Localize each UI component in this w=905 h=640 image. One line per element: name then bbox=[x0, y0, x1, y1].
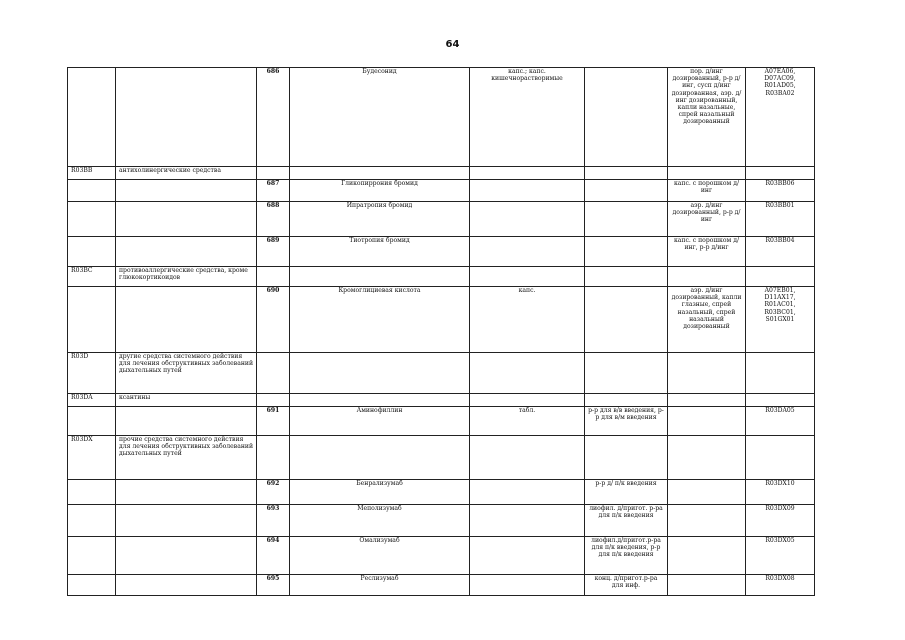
atc-class-description: ксантины bbox=[116, 394, 257, 407]
class-row bbox=[68, 394, 815, 407]
page-number: 64 bbox=[445, 39, 460, 50]
parenteral-forms bbox=[585, 287, 668, 353]
oral-forms bbox=[470, 237, 585, 267]
empty-cell bbox=[68, 407, 116, 436]
drug-row bbox=[68, 68, 815, 167]
empty-cell bbox=[116, 287, 257, 353]
parenteral-forms: лиофил.д/пригот.р-ра для п/к введения, р-р для п/к введения bbox=[585, 537, 668, 575]
parenteral-forms: лиофил. д/пригот. р-ра для п/к введения bbox=[585, 505, 668, 537]
empty-cell bbox=[290, 267, 470, 287]
oral-forms: капс. bbox=[470, 287, 585, 353]
parenteral-forms: р-р д/ п/к введения bbox=[585, 480, 668, 505]
empty-cell bbox=[470, 267, 585, 287]
empty-cell bbox=[116, 202, 257, 237]
atc-class-description: другие средства системного действия для лечения обструктивных заболеваний дыхательных путей bbox=[116, 353, 257, 394]
atc-codes: A07EA06, D07AC09, R01AD05, R03BA02 bbox=[746, 68, 815, 167]
parenteral-forms: р-р для в/в введения, р-р для в/м введения bbox=[585, 407, 668, 436]
empty-cell bbox=[668, 394, 746, 407]
drug-table bbox=[67, 67, 815, 596]
drug-row bbox=[68, 180, 815, 202]
atc-class-description: прочие средства системного действия для лечения обструктивных заболеваний дыхательных путей bbox=[116, 436, 257, 480]
inhalation-forms bbox=[668, 480, 746, 505]
drug-number: 686 bbox=[257, 68, 290, 167]
class-row bbox=[68, 436, 815, 480]
atc-class-code: R03BC bbox=[68, 267, 116, 287]
empty-cell bbox=[668, 436, 746, 480]
drug-number: 694 bbox=[257, 537, 290, 575]
drug-name: Тиотропия бромид bbox=[290, 237, 470, 267]
empty-cell bbox=[746, 436, 815, 480]
drug-number: 689 bbox=[257, 237, 290, 267]
oral-forms: капс.; капс. кишечнорастворимые bbox=[470, 68, 585, 167]
atc-codes: A07EB01, D11AX17, R01AC01, R03BC01, S01GX01 bbox=[746, 287, 815, 353]
empty-cell bbox=[470, 436, 585, 480]
drug-row bbox=[68, 505, 815, 537]
empty-cell bbox=[116, 480, 257, 505]
drug-row bbox=[68, 480, 815, 505]
drug-row bbox=[68, 202, 815, 237]
empty-cell bbox=[470, 167, 585, 180]
oral-forms bbox=[470, 180, 585, 202]
oral-forms bbox=[470, 480, 585, 505]
empty-cell bbox=[257, 267, 290, 287]
empty-cell bbox=[668, 167, 746, 180]
empty-cell bbox=[68, 505, 116, 537]
empty-cell bbox=[470, 394, 585, 407]
atc-codes: R03DA05 bbox=[746, 407, 815, 436]
empty-cell bbox=[585, 267, 668, 287]
inhalation-forms: аэр. д/инг дозированный, р-р д/инг bbox=[668, 202, 746, 237]
empty-cell bbox=[116, 180, 257, 202]
empty-cell bbox=[470, 353, 585, 394]
drug-name: Гликопиррония бромид bbox=[290, 180, 470, 202]
oral-forms bbox=[470, 575, 585, 596]
empty-cell bbox=[257, 353, 290, 394]
empty-cell bbox=[746, 267, 815, 287]
drug-number: 687 bbox=[257, 180, 290, 202]
empty-cell bbox=[116, 537, 257, 575]
empty-cell bbox=[116, 237, 257, 267]
empty-cell bbox=[668, 353, 746, 394]
atc-class-code: R03BB bbox=[68, 167, 116, 180]
drug-row bbox=[68, 237, 815, 267]
inhalation-forms bbox=[668, 575, 746, 596]
empty-cell bbox=[116, 575, 257, 596]
empty-cell bbox=[257, 167, 290, 180]
empty-cell bbox=[746, 167, 815, 180]
empty-cell bbox=[68, 287, 116, 353]
drug-row bbox=[68, 575, 815, 596]
inhalation-forms bbox=[668, 407, 746, 436]
drug-number: 690 bbox=[257, 287, 290, 353]
inhalation-forms: капс. с порошком д/инг bbox=[668, 180, 746, 202]
empty-cell bbox=[746, 353, 815, 394]
drug-number: 693 bbox=[257, 505, 290, 537]
drug-number: 695 bbox=[257, 575, 290, 596]
empty-cell bbox=[585, 167, 668, 180]
empty-cell bbox=[116, 407, 257, 436]
empty-cell bbox=[585, 394, 668, 407]
empty-cell bbox=[290, 353, 470, 394]
empty-cell bbox=[668, 267, 746, 287]
class-row bbox=[68, 167, 815, 180]
atc-codes: R03BB01 bbox=[746, 202, 815, 237]
empty-cell bbox=[585, 436, 668, 480]
parenteral-forms bbox=[585, 68, 668, 167]
empty-cell bbox=[746, 394, 815, 407]
empty-cell bbox=[116, 505, 257, 537]
atc-class-code: R03DA bbox=[68, 394, 116, 407]
drug-name: Ипратропия бромид bbox=[290, 202, 470, 237]
atc-codes: R03DX05 bbox=[746, 537, 815, 575]
atc-codes: R03DX08 bbox=[746, 575, 815, 596]
inhalation-forms: аэр. д/инг дозированный, капли глазные, спрей назальный, спрей назальный дозированный bbox=[668, 287, 746, 353]
inhalation-forms: капс. с порошком д/инг, р-р д/инг bbox=[668, 237, 746, 267]
drug-number: 692 bbox=[257, 480, 290, 505]
atc-codes: R03BB04 bbox=[746, 237, 815, 267]
atc-codes: R03DX10 bbox=[746, 480, 815, 505]
atc-codes: R03BB06 bbox=[746, 180, 815, 202]
empty-cell bbox=[257, 394, 290, 407]
parenteral-forms bbox=[585, 202, 668, 237]
empty-cell bbox=[116, 68, 257, 167]
atc-class-description: антихолинергические средства bbox=[116, 167, 257, 180]
inhalation-forms: пор. д/инг дозированный, р-р д/инг, сусп д/инг дозированная, аэр. д/инг дозированный, капли назальные, спрей назальный дозированный bbox=[668, 68, 746, 167]
oral-forms bbox=[470, 202, 585, 237]
empty-cell bbox=[68, 180, 116, 202]
drug-name: Реслизумаб bbox=[290, 575, 470, 596]
drug-row bbox=[68, 287, 815, 353]
drug-name: Меполизумаб bbox=[290, 505, 470, 537]
atc-class-description: противоаллергические средства, кроме глюкокортикоидов bbox=[116, 267, 257, 287]
empty-cell bbox=[68, 202, 116, 237]
drug-number: 691 bbox=[257, 407, 290, 436]
empty-cell bbox=[290, 436, 470, 480]
drug-row bbox=[68, 407, 815, 436]
empty-cell bbox=[257, 436, 290, 480]
oral-forms: табл. bbox=[470, 407, 585, 436]
empty-cell bbox=[68, 68, 116, 167]
oral-forms bbox=[470, 537, 585, 575]
drug-name: Омализумаб bbox=[290, 537, 470, 575]
empty-cell bbox=[68, 237, 116, 267]
class-row bbox=[68, 267, 815, 287]
empty-cell bbox=[290, 167, 470, 180]
empty-cell bbox=[68, 575, 116, 596]
empty-cell bbox=[290, 394, 470, 407]
empty-cell bbox=[68, 480, 116, 505]
drug-number: 688 bbox=[257, 202, 290, 237]
empty-cell bbox=[68, 537, 116, 575]
inhalation-forms bbox=[668, 537, 746, 575]
drug-name: Аминофиллин bbox=[290, 407, 470, 436]
atc-class-code: R03D bbox=[68, 353, 116, 394]
drug-name: Кромоглициевая кислота bbox=[290, 287, 470, 353]
class-row bbox=[68, 353, 815, 394]
parenteral-forms bbox=[585, 180, 668, 202]
parenteral-forms bbox=[585, 237, 668, 267]
inhalation-forms bbox=[668, 505, 746, 537]
drug-row bbox=[68, 537, 815, 575]
drug-name: Будесонид bbox=[290, 68, 470, 167]
parenteral-forms: конц. д/пригот.р-ра для инф. bbox=[585, 575, 668, 596]
atc-codes: R03DX09 bbox=[746, 505, 815, 537]
atc-class-code: R03DX bbox=[68, 436, 116, 480]
drug-name: Бенрализумаб bbox=[290, 480, 470, 505]
empty-cell bbox=[585, 353, 668, 394]
oral-forms bbox=[470, 505, 585, 537]
